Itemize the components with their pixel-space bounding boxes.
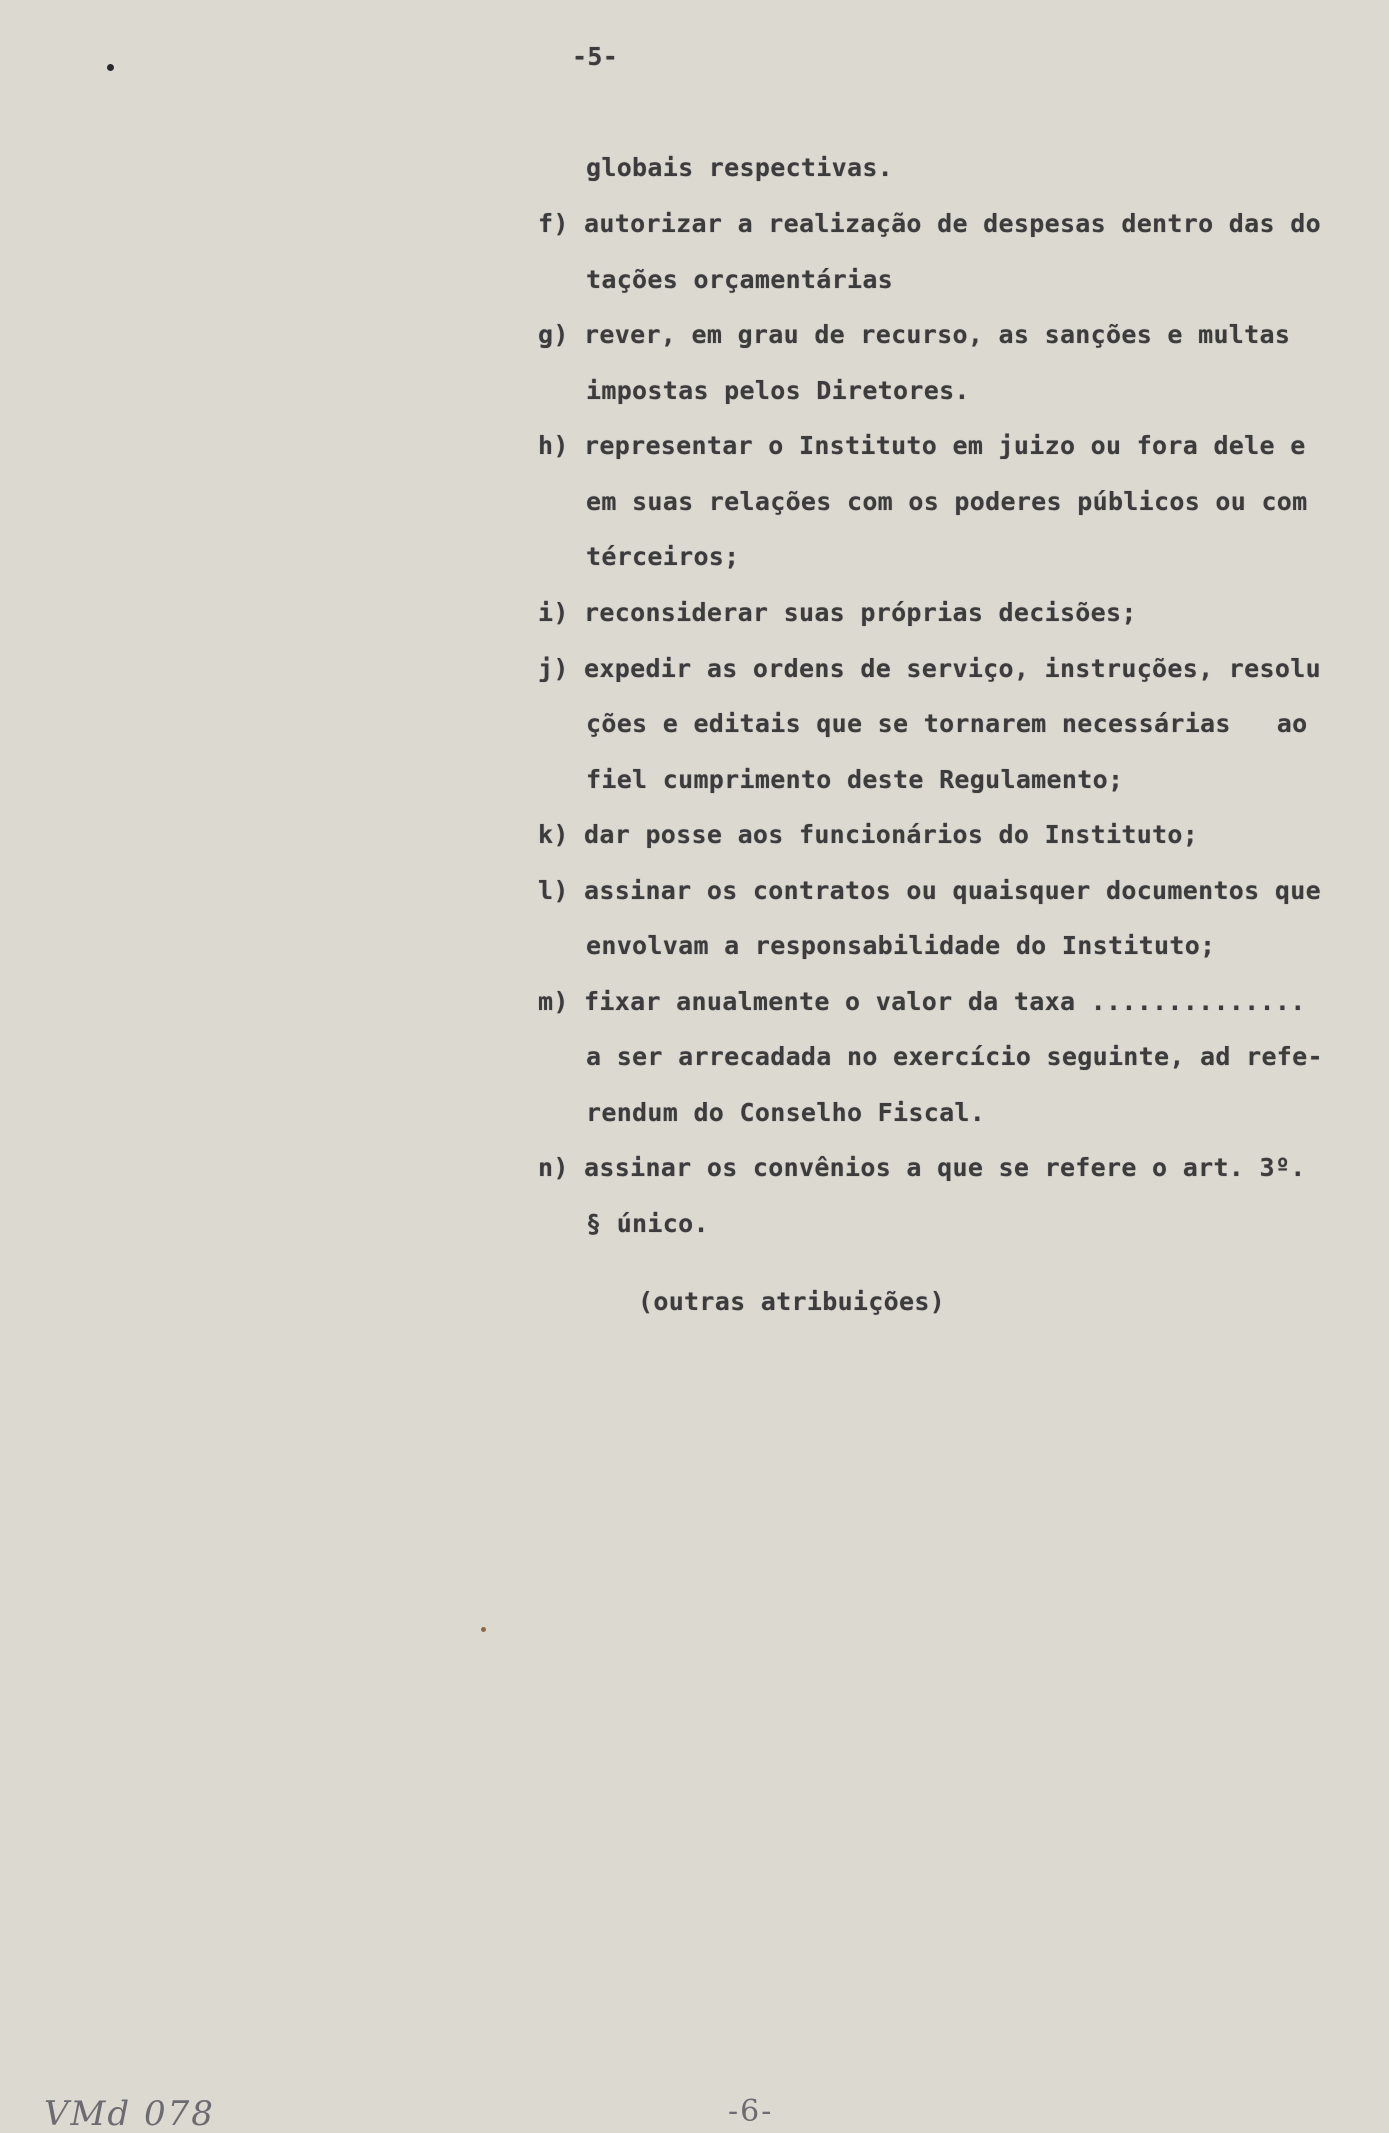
text-line: a ser arrecadada no exercício seguinte, ad refe- [586,1042,1323,1071]
text-line: rendum do Conselho Fiscal. [586,1098,986,1127]
list-item-h: h) representar o Instituto em juizo ou fora dele e [538,431,1306,460]
list-item-i: i) reconsiderar suas próprias decisões; [538,598,1137,627]
text-line: § único. [586,1209,709,1238]
text-line: térceiros; [586,542,740,571]
list-item-n: n) assinar os convênios a que se refere o art. 3º. [538,1153,1306,1182]
handwritten-page-number: -6- [728,2094,774,2129]
text-line: globais respectivas. [586,153,894,182]
paper-speck [481,1627,486,1632]
list-item-j: j) expedir as ordens de serviço, instruções, resolu [538,654,1321,683]
list-item-k: k) dar posse aos funcionários do Instituto; [538,820,1199,849]
handwritten-archive-code: VMd 078 [44,2094,215,2133]
page-number: -5- [572,42,619,71]
text-line: ções e editais que se tornarem necessárias ao [586,709,1308,738]
text-line: em suas relações com os poderes públicos ou com [586,487,1308,516]
section-heading: (outras atribuições) [638,1287,946,1316]
text-line: envolvam a responsabilidade do Instituto; [586,931,1216,960]
list-item-f: f) autorizar a realização de despesas dentro das do [538,209,1321,238]
text-line: impostas pelos Diretores. [586,376,970,405]
text-line: fiel cumprimento deste Regulamento; [586,765,1124,794]
list-item-l: l) assinar os contratos ou quaisquer documentos que [538,876,1321,905]
list-item-m: m) fixar anualmente o valor da taxa .............. [538,987,1306,1016]
list-item-g: g) rever, em grau de recurso, as sanções e multas [538,320,1291,349]
text-line: tações orçamentárias [586,265,894,294]
ink-dot [107,64,114,71]
